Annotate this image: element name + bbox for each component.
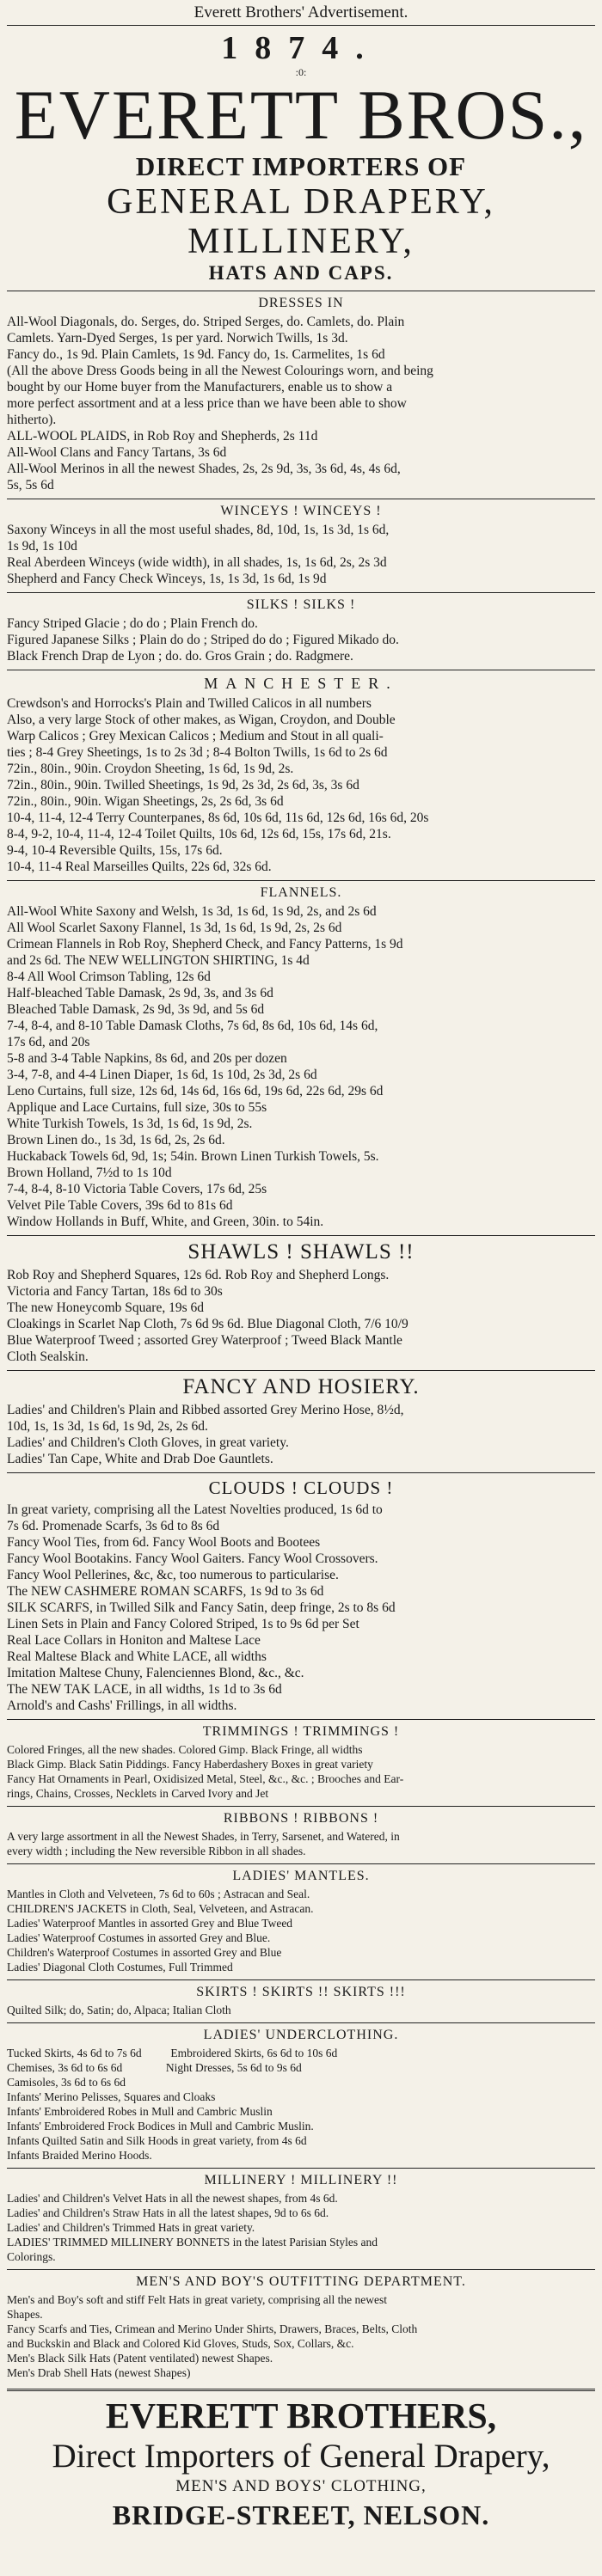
section-divider [7, 1719, 595, 1720]
section-line: ties ; 8-4 Grey Sheetings, 1s to 2s 3d ; 8-4 Bolton Twills, 1s 6d to 2s 6d [7, 745, 388, 760]
section-line: Men's Drab Shell Hats (newest Shapes) [7, 2366, 191, 2379]
section-divider [7, 592, 595, 593]
section-line: Infants' Embroidered Frock Bodices in Mull and Cambric Muslin. [7, 2120, 314, 2132]
section-line: Shapes. [7, 2308, 43, 2321]
section-line: Brown Linen do., 1s 3d, 1s 6d, 2s, 2s 6d. [7, 1133, 225, 1147]
section-line: Leno Curtains, full size, 12s 6d, 14s 6d, 16s 6d, 19s 6d, 22s 6d, 29s 6d [7, 1084, 384, 1098]
section-line: Blue Waterproof Tweed ; assorted Grey Waterproof ; Tweed Black Mantle [7, 1333, 402, 1348]
section-line: Ladies' Waterproof Costumes in assorted Grey and Blue. [7, 1931, 271, 1944]
section-divider [7, 1235, 595, 1236]
section-line: Brown Holland, 7½d to 1s 10d [7, 1166, 172, 1180]
footer-subtitle: Direct Importers of General Drapery, [52, 2438, 550, 2475]
section-line: Quilted Silk; do, Satin; do, Alpaca; Italian Cloth [7, 2004, 231, 2016]
section-line: Fancy Scarfs and Ties, Crimean and Merino Under Shirts, Drawers, Braces, Belts, Cloth [7, 2322, 418, 2335]
section-line: SILK SCARFS, in Twilled Silk and Fancy Satin, deep fringe, 2s to 8s 6d [7, 1600, 396, 1615]
section-line: Ladies' Diagonal Cloth Costumes, Full Trimmed [7, 1961, 233, 1973]
section-line: Colorings. [7, 2250, 56, 2263]
section-line: Children's Waterproof Costumes in assorted Grey and Blue [7, 1946, 282, 1959]
section-line: Men's and Boy's soft and stiff Felt Hats in great variety, comprising all the newest [7, 2293, 388, 2306]
section-line: 7-4, 8-4, 8-10 Victoria Table Covers, 17s 6d, 25s [7, 1182, 267, 1196]
section-heading: FLANNELS. [260, 885, 342, 900]
section-line: Camisoles, 3s 6d to 6s 6d [7, 2076, 126, 2089]
section-heading: LADIES' UNDERCLOTHING. [203, 2028, 399, 2042]
section-line: Fancy Striped Glacie ; do do ; Plain French do. [7, 616, 258, 631]
section-line: Crimean Flannels in Rob Roy, Shepherd Check, and Fancy Patterns, 1s 9d [7, 937, 403, 951]
section-line: Fancy Wool Bootakins. Fancy Wool Gaiters. Fancy Wool Crossovers. [7, 1551, 378, 1566]
section-line: Real Lace Collars in Honiton and Maltese Lace [7, 1633, 261, 1648]
section-line: Infants' Merino Pelisses, Squares and Cloaks [7, 2090, 216, 2103]
section-line: and Buckskin and Black and Colored Kid Gloves, Studs, Sox, Collars, &c. [7, 2337, 354, 2350]
section-line: Fancy do., 1s 9d. Plain Camlets, 1s 9d. Fancy do, 1s. Carmelites, 1s 6d [7, 347, 385, 362]
section-line: Real Maltese Black and White LACE, all widths [7, 1649, 267, 1664]
sections-container [7, 291, 595, 2380]
section-line: Camlets. Yarn-Dyed Serges, 1s per yard. Norwich Twills, 1s 3d. [7, 331, 348, 346]
section-line: Infants Braided Merino Hoods. [7, 2149, 152, 2162]
section-line: Real Aberdeen Winceys (wide width), in all shades, 1s, 1s 6d, 2s, 2s 3d [7, 555, 387, 570]
section-line: Ladies' and Children's Trimmed Hats in great variety. [7, 2221, 255, 2234]
section-heading: FANCY AND HOSIERY. [182, 1375, 420, 1398]
section-divider [7, 1863, 595, 1864]
section-line: Saxony Winceys in all the most useful shades, 8d, 10d, 1s, 1s 3d, 1s 6d, [7, 523, 390, 537]
section-line: Fancy Wool Pellerines, &c, &c, too numerous to particularise. [7, 1568, 339, 1582]
section-line: hitherto). [7, 413, 57, 427]
section-line: 8-4 All Wool Crimson Tabling, 12s 6d [7, 970, 211, 984]
section-line: Black French Drap de Lyon ; do. do. Gros Grain ; do. Radgmere. [7, 649, 353, 664]
section-line: Huckaback Towels 6d, 9d, 1s; 54in. Brown Linen Turkish Towels, 5s. [7, 1149, 379, 1164]
section-heading: TRIMMINGS ! TRIMMINGS ! [202, 1724, 400, 1739]
section-line: The NEW CASHMERE ROMAN SCARFS, 1s 9d to 3s 6d [7, 1584, 324, 1599]
section-divider [7, 880, 595, 881]
section-divider [7, 1806, 595, 1807]
section-line: 10d, 1s, 1s 3d, 1s 6d, 1s 9d, 2s, 2s 6d. [7, 1419, 208, 1434]
section-line: 72in., 80in., 90in. Wigan Sheetings, 2s, 2s 6d, 3s 6d [7, 794, 284, 809]
section-line: LADIES' TRIMMED MILLINERY BONNETS in the latest Parisian Styles and [7, 2236, 378, 2249]
section-line: Rob Roy and Shepherd Squares, 12s 6d. Rob Roy and Shepherd Longs. [7, 1268, 390, 1282]
section-line: 8-4, 9-2, 10-4, 11-4, 12-4 Toilet Quilts, 10s 6d, 12s 6d, 15s, 17s 6d, 21s. [7, 827, 391, 841]
section-line: The new Honeycomb Square, 19s 6d [7, 1300, 205, 1315]
section-line: Ladies' and Children's Straw Hats in all the latest shapes, 9d to 6s 6d. [7, 2206, 329, 2219]
section-heading: SHAWLS ! SHAWLS !! [187, 1240, 415, 1264]
section-line: All-Wool Clans and Fancy Tartans, 3s 6d [7, 445, 227, 460]
section-line: Ladies' Tan Cape, White and Drab Doe Gauntlets. [7, 1452, 273, 1466]
section-heading: SILKS ! SILKS ! [246, 597, 356, 612]
footer-clothing: MEN'S AND BOYS' CLOTHING, [175, 2477, 427, 2495]
section-line: Cloakings in Scarlet Nap Cloth, 7s 6d 9s 6d. Blue Diagonal Cloth, 7/6 10/9 [7, 1317, 408, 1331]
firm-name: EVERETT BROS., [14, 76, 588, 154]
section-line: 17s 6d, and 20s [7, 1035, 90, 1049]
section-line: Imitation Maltese Chuny, Falenciennes Blond, &c., &c. [7, 1666, 304, 1680]
section-line: A very large assortment in all the Newest Shades, in Terry, Sarsenet, and Watered, in [7, 1830, 400, 1843]
section-line: more perfect assortment and at a less price than we have been able to show [7, 396, 407, 411]
section-line: Infants Quilted Satin and Silk Hoods in great variety, from 4s 6d [7, 2134, 307, 2147]
section-heading: MANCHESTER. [204, 675, 398, 692]
section-line: Ladies' Waterproof Mantles in assorted Grey and Blue Tweed [7, 1917, 293, 1930]
section-line: Velvet Pile Table Covers, 39s 6d to 81s 6d [7, 1198, 233, 1213]
section-line: The NEW TAK LACE, in all widths, 1s 1d to 3s 6d [7, 1682, 282, 1697]
section-line: every width ; including the New reversible Ribbon in all shades. [7, 1845, 306, 1857]
section-divider [7, 1979, 595, 1980]
section-line: 5s, 5s 6d [7, 478, 54, 493]
section-divider [7, 1370, 595, 1371]
section-line: (All the above Dress Goods being in all the Newest Colourings worn, and being [7, 364, 433, 378]
section-line: Fancy Hat Ornaments in Pearl, Oxidisized Metal, Steel, &c., &c. ; Brooches and Ear- [7, 1772, 404, 1785]
section-line: 5-8 and 3-4 Table Napkins, 8s 6d, and 20s per dozen [7, 1051, 287, 1066]
subtitle-hats-caps: HATS AND CAPS. [208, 262, 394, 284]
section-line: Figured Japanese Silks ; Plain do do ; Striped do do ; Figured Mikado do. [7, 633, 399, 647]
footer-firm-name: EVERETT BROTHERS, [105, 2397, 497, 2437]
section-divider [7, 2168, 595, 2169]
section-line: Shepherd and Fancy Check Winceys, 1s, 1s 3d, 1s 6d, 1s 9d [7, 572, 327, 586]
section-line: 10-4, 11-4 Real Marseilles Quilts, 22s 6d, 32s 6d. [7, 860, 272, 874]
section-heading: CLOUDS ! CLOUDS ! [208, 1478, 394, 1498]
section-line: CHILDREN'S JACKETS in Cloth, Seal, Velveteen, and Astracan. [7, 1902, 314, 1915]
section-line: 7s 6d. Promenade Scarfs, 3s 6d to 8s 6d [7, 1519, 220, 1533]
section-heading: RIBBONS ! RIBBONS ! [223, 1811, 379, 1826]
section-line: Window Hollands in Buff, White, and Green, 30in. to 54in. [7, 1215, 324, 1229]
section-line: White Turkish Towels, 1s 3d, 1s 6d, 1s 9d, 2s. [7, 1117, 253, 1131]
section-line: Colored Fringes, all the new shades. Colored Gimp. Black Fringe, all widths [7, 1743, 363, 1756]
section-line: Linen Sets in Plain and Fancy Colored Striped, 1s to 9s 6d per Set [7, 1617, 359, 1631]
running-head: Everett Brothers' Advertisement. [7, 3, 595, 26]
section-line: bought by our Home buyer from the Manufacturers, enable us to show a [7, 380, 393, 395]
section-line: All-Wool Diagonals, do. Serges, do. Striped Serges, do. Camlets, do. Plain [7, 315, 405, 329]
section-line: ALL-WOOL PLAIDS, in Rob Roy and Shepherds, 2s 11d [7, 429, 318, 444]
section-line: Chemises, 3s 6d to 6s 6d Night Dresses, 5s 6d to 9s 6d [7, 2061, 302, 2074]
ornament-separator: :0: [295, 66, 307, 78]
section-line: Ladies' and Children's Cloth Gloves, in great variety. [7, 1435, 289, 1450]
section-divider [7, 2269, 595, 2270]
footer-address: BRIDGE-STREET, NELSON. [112, 2500, 490, 2530]
section-line: 7-4, 8-4, and 8-10 Table Damask Cloths, 7s 6d, 8s 6d, 10s 6d, 14s 6d, [7, 1019, 378, 1033]
section-heading: WINCEYS ! WINCEYS ! [220, 504, 382, 518]
section-line: Cloth Sealskin. [7, 1349, 89, 1364]
subtitle-direct-importers: DIRECT IMPORTERS OF [135, 151, 467, 181]
section-divider [7, 2022, 595, 2023]
section-line: Victoria and Fancy Tartan, 18s 6d to 30s [7, 1284, 223, 1299]
section-line: Men's Black Silk Hats (Patent ventilated) newest Shapes. [7, 2352, 273, 2365]
section-heading: SKIRTS ! SKIRTS !! SKIRTS !!! [196, 1985, 406, 1999]
section-line: All-Wool White Saxony and Welsh, 1s 3d, 1s 6d, 1s 9d, 2s, and 2s 6d [7, 904, 377, 919]
section-line: 10-4, 11-4, 12-4 Terry Counterpanes, 8s 6d, 10s 6d, 11s 6d, 12s 6d, 16s 6d, 20s [7, 811, 429, 825]
section-line: Tucked Skirts, 4s 6d to 7s 6d Embroidered Skirts, 6s 6d to 10s 6d [7, 2047, 338, 2059]
section-line: rings, Chains, Crosses, Necklets in Carved Ivory and Jet [7, 1787, 269, 1800]
section-line: Ladies' and Children's Velvet Hats in all the newest shapes, from 4s 6d. [7, 2192, 338, 2205]
section-line: Bleached Table Damask, 2s 9d, 3s 9d, and 5s 6d [7, 1002, 265, 1017]
section-line: Mantles in Cloth and Velveteen, 7s 6d to 60s ; Astracan and Seal. [7, 1888, 310, 1900]
section-line: Warp Calicos ; Grey Mexican Calicos ; Medium and Stout in all quali- [7, 729, 384, 743]
section-line: Fancy Wool Ties, from 6d. Fancy Wool Boots and Bootees [7, 1535, 321, 1550]
section-heading: MEN'S AND BOY'S OUTFITTING DEPARTMENT. [136, 2274, 466, 2289]
section-line: and 2s 6d. The NEW WELLINGTON SHIRTING, 1s 4d [7, 953, 310, 968]
year-heading: 1874. [221, 30, 381, 66]
section-heading: MILLINERY ! MILLINERY !! [204, 2173, 398, 2187]
section-heading: LADIES' MANTLES. [232, 1869, 370, 1883]
section-line: Also, a very large Stock of other makes, as Wigan, Croydon, and Double [7, 713, 396, 727]
section-line: Arnold's and Cashs' Frillings, in all widths. [7, 1698, 237, 1713]
section-divider [7, 1472, 595, 1473]
section-line: In great variety, comprising all the Latest Novelties produced, 1s 6d to [7, 1502, 383, 1517]
section-line: Crewdson's and Horrocks's Plain and Twilled Calicos in all numbers [7, 696, 372, 711]
section-line: All Wool Scarlet Saxony Flannel, 1s 3d, 1s 6d, 1s 9d, 2s, 2s 6d [7, 921, 342, 935]
section-line: Black Gimp. Black Satin Piddings. Fancy Haberdashery Boxes in great variety [7, 1758, 373, 1771]
section-line: Infants' Embroidered Robes in Mull and Cambric Muslin [7, 2105, 273, 2118]
section-line: Ladies' and Children's Plain and Ribbed assorted Grey Merino Hose, 8½d, [7, 1403, 404, 1417]
section-line: Applique and Lace Curtains, full size, 30s to 55s [7, 1100, 267, 1115]
section-heading: DRESSES IN [258, 296, 344, 310]
subtitle-general-drapery: GENERAL DRAPERY, MILLINERY, [107, 182, 495, 261]
section-line: All-Wool Merinos in all the newest Shades, 2s, 2s 9d, 3s, 3s 6d, 4s, 4s 6d, [7, 462, 401, 476]
section-line: Half-bleached Table Damask, 2s 9d, 3s, and 3s 6d [7, 986, 273, 1000]
section-line: 72in., 80in., 90in. Twilled Sheetings, 1s 9d, 2s 3d, 2s 6d, 3s, 3s 6d [7, 778, 359, 792]
section-line: 1s 9d, 1s 10d [7, 539, 77, 554]
section-line: 72in., 80in., 90in. Croydon Sheeting, 1s 6d, 1s 9d, 2s. [7, 762, 294, 776]
section-line: 9-4, 10-4 Reversible Quilts, 15s, 17s 6d. [7, 843, 223, 858]
footer-divider [7, 2389, 595, 2391]
section-line: 3-4, 7-8, and 4-4 Linen Diaper, 1s 6d, 1s 10d, 2s 3d, 2s 6d [7, 1068, 317, 1082]
